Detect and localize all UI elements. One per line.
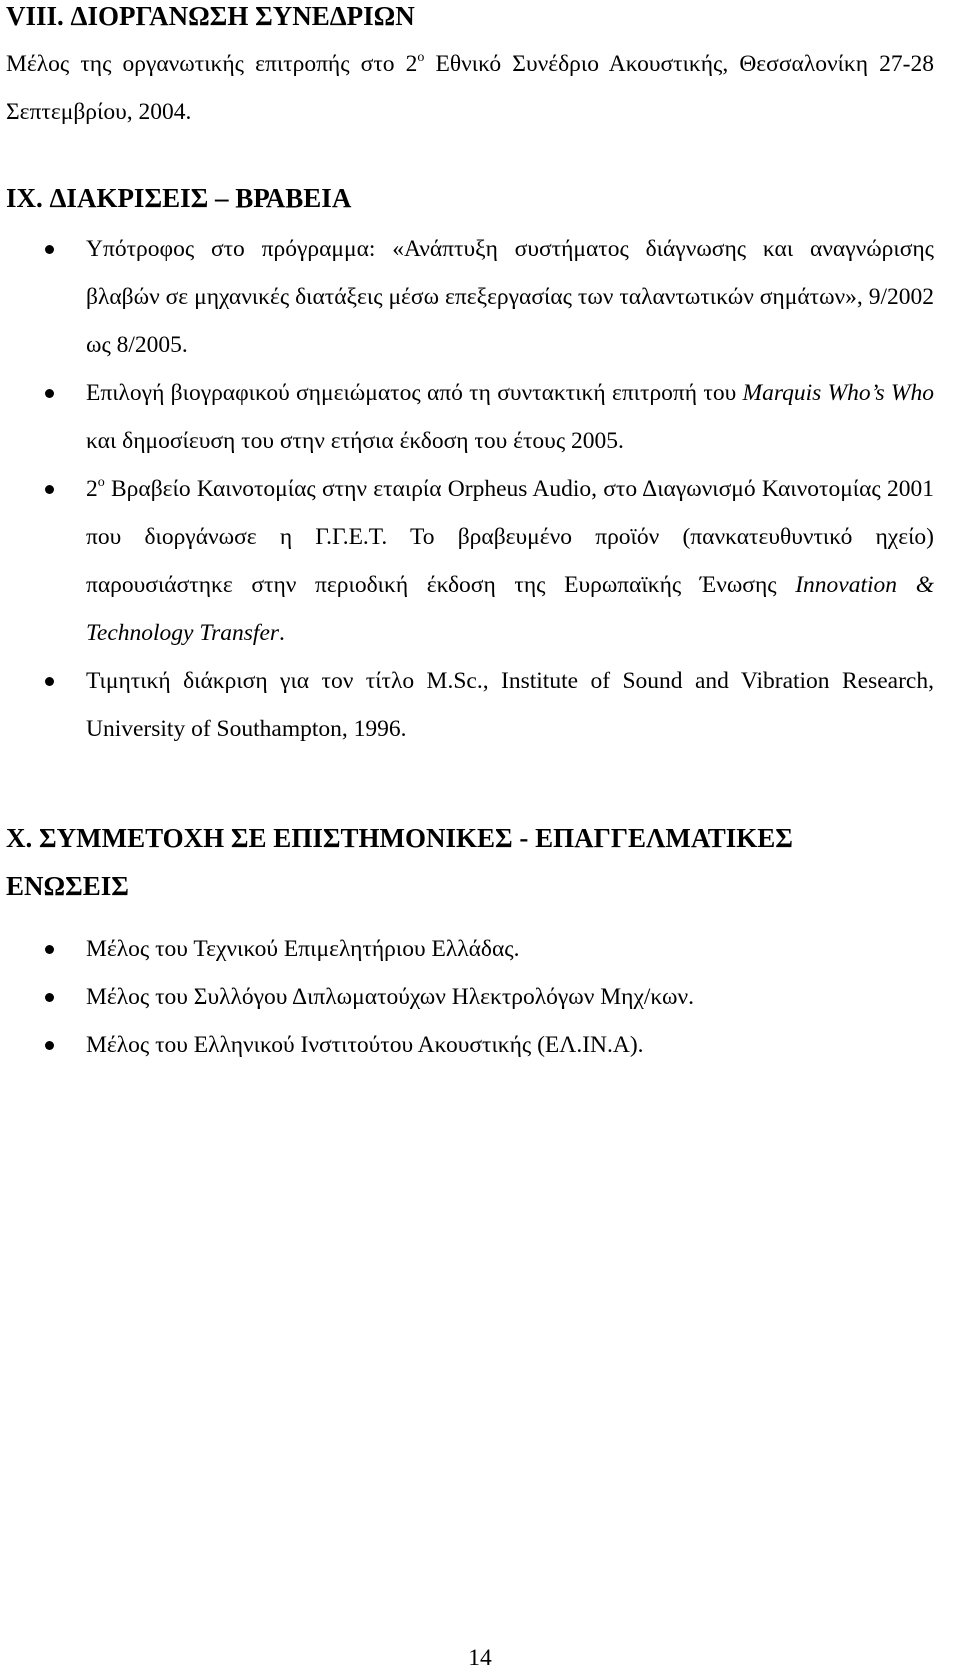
bullet-icon <box>45 485 54 494</box>
bullet-icon <box>45 245 54 254</box>
bullet-icon <box>45 945 54 954</box>
list-item <box>0 657 960 753</box>
award-text-end: . <box>279 620 285 646</box>
list-item <box>0 925 960 973</box>
award-text: Τιμητική διάκριση για τον τίτλο M.Sc., Institute of Sound and Vibration Research, University of Southampton, 1996. <box>86 668 934 742</box>
bullet-icon <box>45 1041 54 1050</box>
ordinal-superscript: ο <box>97 475 105 490</box>
section-x-heading-line2: ΕΝΩΣΕΙΣ <box>6 871 129 901</box>
membership-text: Μέλος του Συλλόγου Διπλωματούχων Ηλεκτρολόγων Μηχ/κων. <box>86 984 695 1010</box>
award-publication-title: Innovation & Technology Transfer <box>86 572 934 646</box>
section-viii-text-end: Εθνικό Συνέδριο Ακουστικής, Θεσσαλονίκη 27-28 Σεπτεμβρίου, 2004. <box>6 51 934 125</box>
list-item <box>0 369 960 465</box>
award-publication-title: Marquis Who’s Who <box>742 380 934 406</box>
list-item <box>0 465 960 657</box>
award-rank-number: 2 <box>86 476 98 502</box>
list-item <box>0 225 960 369</box>
bullet-icon <box>45 389 54 398</box>
list-item <box>0 973 960 1021</box>
awards-list <box>0 225 960 753</box>
bullet-icon <box>45 993 54 1002</box>
section-viii-paragraph <box>6 40 934 136</box>
ordinal-superscript: ο <box>417 50 425 65</box>
section-viii-text-start: Μέλος της οργανωτικής επιτροπής στο 2 <box>6 51 418 77</box>
award-text-start: Επιλογή βιογραφικού σημειώματος από τη συντακτική επιτροπή του <box>86 380 743 406</box>
memberships-list <box>0 925 960 1069</box>
section-x-heading-line1: X. ΣΥΜΜΕΤΟΧΗ ΣΕ ΕΠΙΣΤΗΜΟΝΙΚΕΣ - ΕΠΑΓΓΕΛΜΑΤΙΚΕΣ <box>6 823 793 853</box>
award-text-end: και δημοσίευση του στην ετήσια έκδοση του έτους 2005. <box>86 428 624 454</box>
section-ix-heading: IX. ΔΙΑΚΡΙΣΕΙΣ – ΒΡΑΒΕΙΑ <box>6 183 352 213</box>
award-text: Υπότροφος στο πρόγραμμα: «Ανάπτυξη συστήματος διάγνωσης και αναγνώρισης βλαβών σε μηχανικές διατάξεις μέσω επεξεργασίας των ταλαντωτικών σημάτων», 9/2002 ως 8/2005. <box>86 236 934 358</box>
membership-text: Μέλος του Ελληνικού Ινστιτούτου Ακουστικής (ΕΛ.ΙΝ.Α). <box>86 1032 644 1058</box>
section-viii-heading: VIII. ΔΙΟΡΓΑΝΩΣΗ ΣΥΝΕΔΡΙΩΝ <box>6 1 415 31</box>
list-item <box>0 1021 960 1069</box>
award-text-start: Βραβείο Καινοτομίας στην εταιρία Orpheus Audio, στο Διαγωνισμό Καινοτομίας 2001 που διοργάνωσε η Γ.Γ.Ε.Τ. Το βραβευμένο προϊόν (πανκατευθυντικό ηχείο) παρουσιάστηκε στην περιοδική έκδοση της Ευρωπαϊκής Ένωσης <box>86 476 934 598</box>
page-number: 14 <box>468 1645 492 1671</box>
bullet-icon <box>45 677 54 686</box>
membership-text: Μέλος του Τεχνικού Επιμελητήριου Ελλάδας. <box>86 936 520 962</box>
